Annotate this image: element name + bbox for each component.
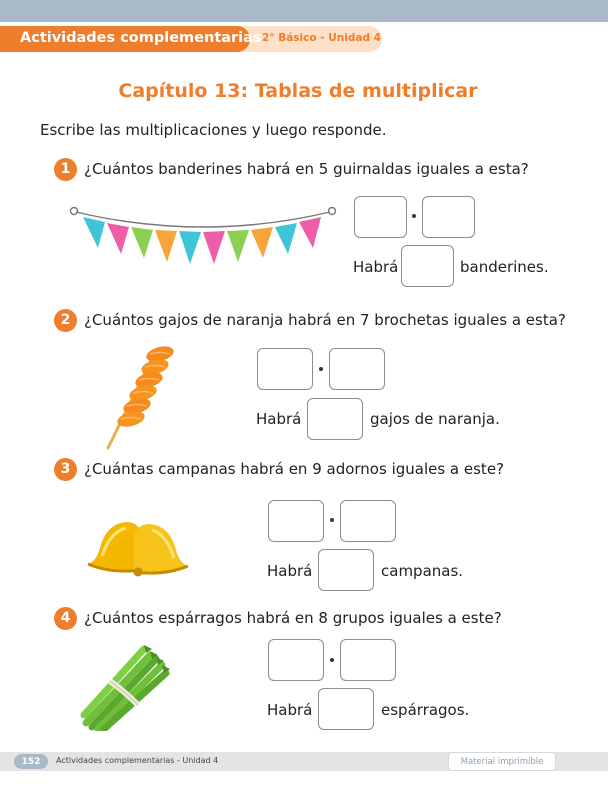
- factor-1-box[interactable]: [268, 639, 324, 681]
- question-1: [54, 157, 529, 181]
- question-2: [54, 308, 566, 332]
- answer-suffix: banderines.: [460, 258, 549, 276]
- answer-box[interactable]: [401, 245, 454, 287]
- answer-prefix: Habrá: [267, 701, 313, 719]
- printable-material-label: Material imprimible: [448, 752, 556, 771]
- golden-bells-icon: [82, 512, 194, 580]
- multiplication-dot: [330, 518, 334, 522]
- answer-prefix: Habrá: [267, 562, 313, 580]
- header-title: Actividades complementarias: [20, 30, 262, 46]
- question-number-badge: 1: [54, 158, 77, 181]
- question-3: [54, 457, 504, 481]
- factor-1-box[interactable]: [354, 196, 407, 238]
- question-4: [54, 606, 502, 630]
- answer-suffix: campanas.: [381, 562, 464, 580]
- answer-prefix: Habrá: [256, 410, 302, 428]
- multiplication-dot: [412, 214, 416, 218]
- answer-prefix: Habrá: [353, 258, 399, 276]
- chapter-title: Capítulo 13: Tablas de multiplicar: [118, 80, 478, 102]
- factor-2-box[interactable]: [422, 196, 475, 238]
- question-text: ¿Cuántos banderines habrá en 5 guirnaldas iguales a esta?: [84, 160, 529, 178]
- multiplication-dot: [330, 658, 334, 662]
- multiplication-dot: [319, 367, 323, 371]
- question-number-badge: 4: [54, 607, 77, 630]
- question-number-badge: 3: [54, 458, 77, 481]
- factor-2-box[interactable]: [329, 348, 385, 390]
- factor-1-box[interactable]: [268, 500, 324, 542]
- instruction-text: Escribe las multiplicaciones y luego responde.: [40, 121, 387, 139]
- answer-suffix: espárragos.: [381, 701, 470, 719]
- question-text: ¿Cuántos gajos de naranja habrá en 7 brochetas iguales a esta?: [84, 311, 566, 329]
- top-strip: [0, 0, 608, 22]
- asparagus-bundle-icon: [80, 643, 172, 731]
- footer-text: Actividades complementarias - Unidad 4: [56, 756, 219, 765]
- question-number-badge: 2: [54, 309, 77, 332]
- question-text: ¿Cuántas campanas habrá en 9 adornos iguales a este?: [84, 460, 505, 478]
- answer-box[interactable]: [307, 398, 363, 440]
- bunting-garland-icon: [68, 202, 338, 274]
- factor-2-box[interactable]: [340, 500, 396, 542]
- factor-1-box[interactable]: [257, 348, 313, 390]
- header-subtitle: 2° Básico - Unidad 4: [262, 32, 381, 44]
- factor-2-box[interactable]: [340, 639, 396, 681]
- answer-box[interactable]: [318, 688, 374, 730]
- answer-box[interactable]: [318, 549, 374, 591]
- header-bar: [0, 26, 380, 52]
- question-text: ¿Cuántos espárragos habrá en 8 grupos iguales a este?: [84, 609, 502, 627]
- answer-suffix: gajos de naranja.: [370, 410, 500, 428]
- orange-skewer-icon: [100, 342, 190, 454]
- page-number: 152: [14, 754, 48, 769]
